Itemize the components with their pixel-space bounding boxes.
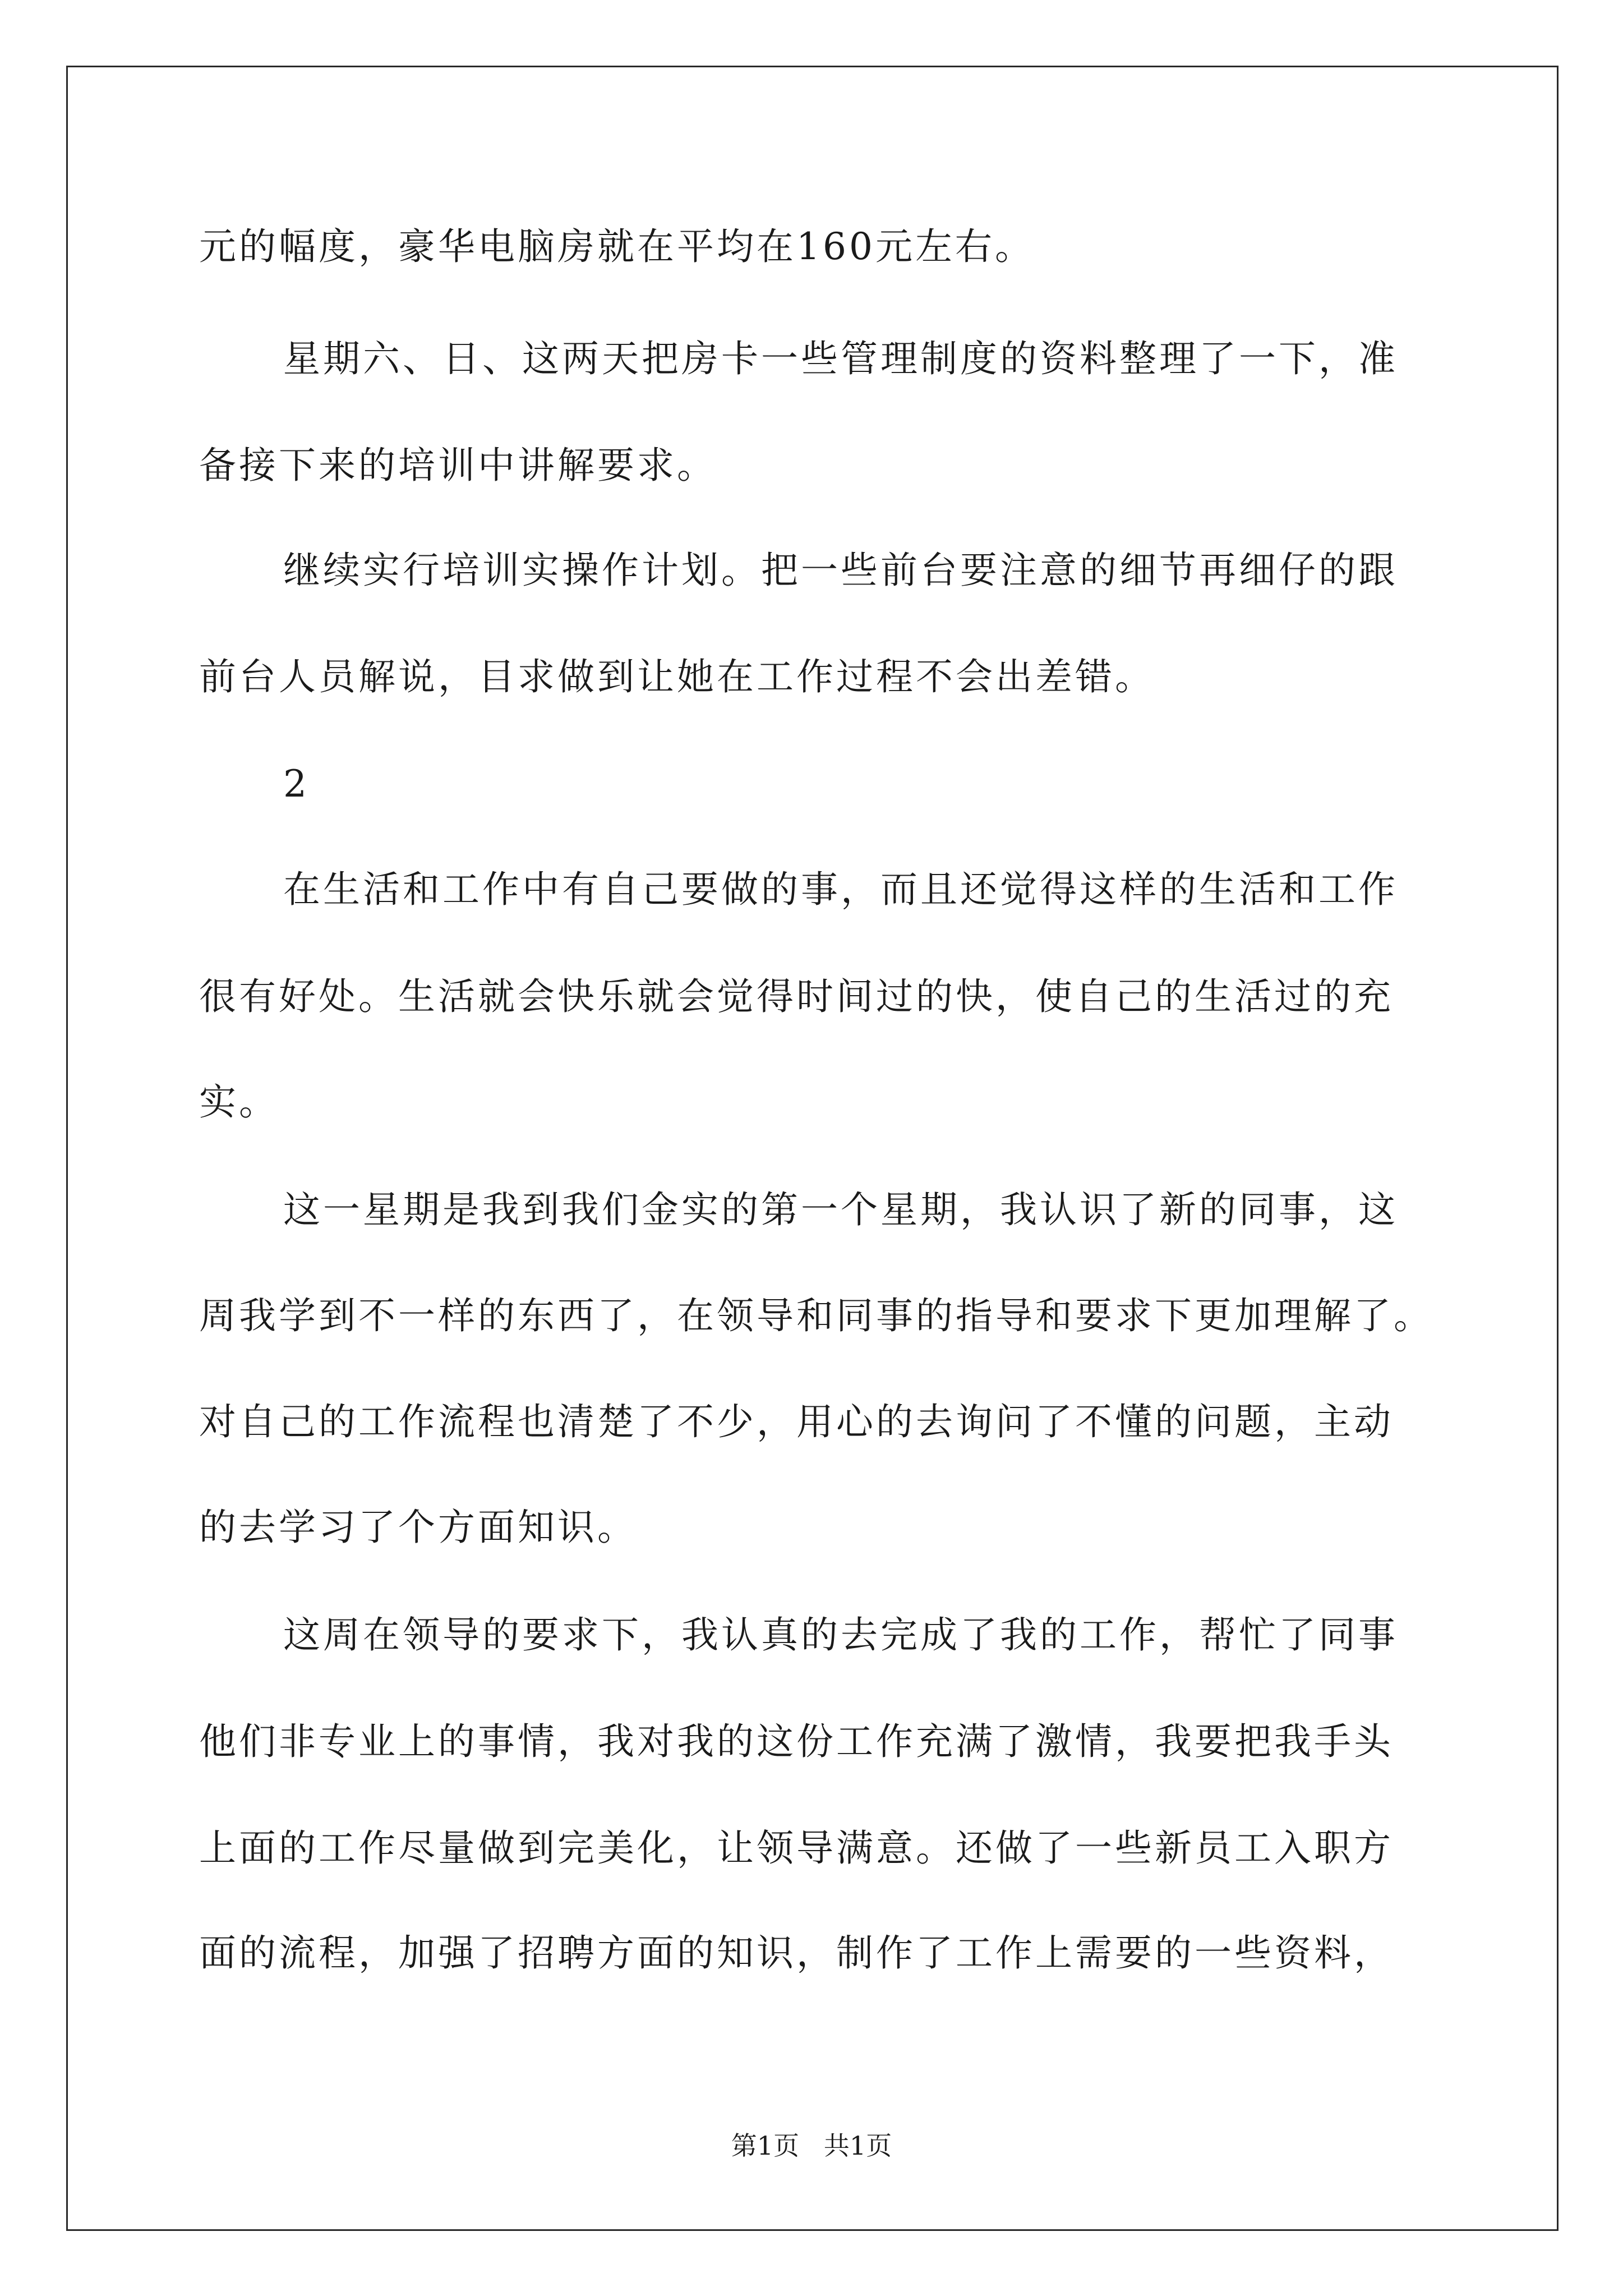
- text-line: 面的流程，加强了招聘方面的知识，制作了工作上需要的一些资料，: [199, 1931, 1394, 1975]
- text-line: 在生活和工作中有自己要做的事，而且还觉得这样的生活和工作: [283, 868, 1398, 911]
- text-line: 很有好处。生活就会快乐就会觉得时间过的快，使自己的生活过的充: [199, 975, 1394, 1018]
- text-line: 上面的工作尽量做到完美化，让领导满意。还做了一些新员工入职方: [199, 1826, 1394, 1870]
- text-line: 的去学习了个方面知识。: [199, 1506, 637, 1549]
- text-line: 星期六、日、这两天把房卡一些管理制度的资料整理了一下，准: [283, 337, 1398, 380]
- text-line: 备接下来的培训中讲解要求。: [199, 444, 717, 487]
- page-number-footer: 第1页 共1页: [731, 2131, 892, 2161]
- text-line: 对自己的工作流程也清楚了不少，用心的去询问了不懂的问题，主动: [199, 1400, 1394, 1443]
- text-line: 继续实行培训实操作计划。把一些前台要注意的细节再细仔的跟: [283, 549, 1398, 592]
- page-border: [66, 66, 1559, 2231]
- text-line: 前台人员解说，目求做到让她在工作过程不会出差错。: [199, 655, 1155, 698]
- text-line: 这周在领导的要求下，我认真的去完成了我的工作，帮忙了同事: [283, 1613, 1398, 1657]
- text-line: 实。: [199, 1080, 279, 1124]
- text-line: 周我学到不一样的东西了，在领导和同事的指导和要求下更加理解了。: [199, 1294, 1433, 1337]
- text-line: 他们非专业上的事情，我对我的这份工作充满了激情，我要把我手头: [199, 1720, 1394, 1763]
- text-line: 元的幅度，豪华电脑房就在平均在160元左右。: [199, 225, 1035, 268]
- text-line: 这一星期是我到我们金实的第一个星期，我认识了新的同事，这: [283, 1188, 1398, 1231]
- section-number: 2: [283, 762, 310, 806]
